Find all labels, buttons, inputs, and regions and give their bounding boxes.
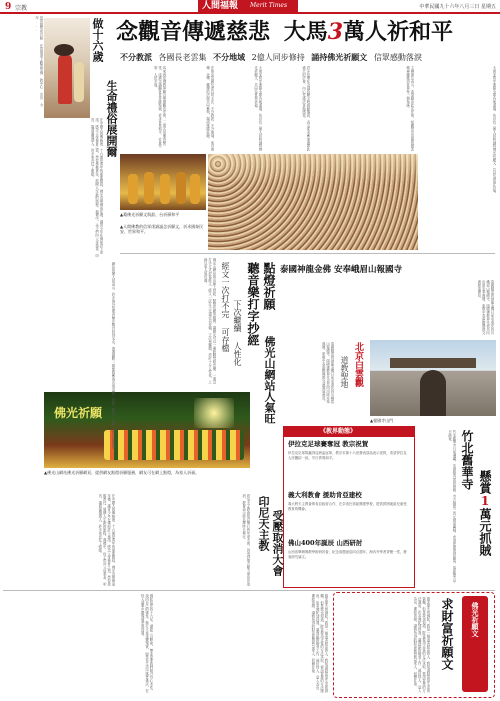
middle-lead-text: 佛光山網站推出線上抄經、點燈祈願等服務，讓網友可以一邊聆聽梵唄音樂，一邊以打字方式抄寫經文，經文一次打不完還可以存檔，下次再繼續，設計十分人性化，上線以來人氣旺盛。	[203, 258, 216, 384]
section-divider	[120, 253, 495, 254]
section-name: 宗教	[15, 5, 28, 12]
sub-3: 不分地域	[213, 52, 246, 62]
masthead-logo	[198, 0, 298, 12]
bottom-divider	[3, 590, 495, 591]
middle-photo-label: 佛光祈願	[54, 406, 103, 420]
sub-1: 不分教派	[120, 52, 152, 62]
stage-photo-caption: ▲藉佛光祈願文與最、台祈禱和平	[120, 212, 180, 217]
sub-5: 誦持佛光祈願文	[311, 52, 368, 62]
news-item-2-body: 義大利天主教會與肯亞政府合作，在奈洛比郊區興建學校，提供貧困地區兒童受教育的機會。	[288, 502, 407, 511]
middle-subhead-1: 經文一次打不完	[221, 262, 230, 318]
middle-headline-2: 點燈祈願	[262, 262, 276, 310]
main-story-col-5: 主辦單位表示，希望藉由此次法會，把觀世音菩薩的慈悲精神傳遞到世界每一個角落。	[405, 66, 414, 151]
main-headline-part-c: 萬人祈和平	[343, 19, 454, 45]
column-box-label-text: 佛光祈願文	[471, 602, 480, 637]
main-story-col-3: 大會並同步連線全球各地道場，估計有二億人同時誦持佛光祈願文，共同為世界祈福。	[253, 66, 262, 151]
middle-subhead-4: 人性化	[233, 342, 242, 366]
news-item-1-headline: 伊拉克足球賽奪冠 教宗祝賀	[288, 440, 369, 448]
stage-monk	[160, 174, 170, 204]
lower-left-body: 在中國人的傳統裡，十六歲是成年的重要階段。佛光山舉辦成年禮，讓青少年在佛前許下承諾，感念父母養育之恩，學習承擔責任，展開人生新的旅程。典禮中，孩子們向父母奉茶、叩首，場面溫馨感人，許多家長紅了眼眶。	[97, 494, 115, 586]
left-feature-headline-2: 生命禮俗展開爾	[105, 80, 118, 157]
left-strip-text: 是菩薩的家共修 在菩提道上歡喜學佛 教中心 宗旨 今年...	[34, 16, 43, 107]
right-feature-headline-1: 竹北舊華寺	[460, 430, 474, 490]
sub-6: 信眾感動落淚	[373, 53, 422, 62]
right-feature-headline-2	[478, 470, 492, 580]
stage-monk	[128, 174, 138, 204]
masthead-rule	[0, 12, 500, 14]
right-feature-number: 1	[478, 494, 492, 508]
paper-name-en: Merit Times	[250, 2, 288, 9]
paper-name: 人間福報	[202, 1, 239, 11]
left-feature-body: 在中國人的傳統裡，十六歲是成年的重要階段。佛光山舉辦成年禮，讓青少年在佛前許下承諾，感念父母養育之恩，學習承擔責任，展開人生新的旅程。典禮中，孩子們向父母奉茶、叩首，場面溫馨感人，許多家長紅了眼眶。	[90, 118, 103, 258]
news-item-3-body: 山西省舉辦佛教學術研討會，紀念高僧誕辰四百週年，海內外學者齊聚一堂，發表研究論文。	[288, 550, 407, 559]
news-box	[283, 426, 415, 588]
main-story-stage-photo	[120, 154, 206, 210]
right-top-headline: 泰國神龍金佛 安奉峨眉山報國寺	[280, 265, 402, 275]
photo-figure	[74, 62, 84, 102]
right-top-column-text: 大會並同步連線全球各地道場，估計有二億人同時誦持佛光祈願文，共同為世界祈福。	[492, 66, 496, 196]
calligraphy-2: 道教聖地	[340, 356, 349, 388]
gate-roof	[390, 358, 476, 368]
lower-middle-subhead: 受壓取消大會	[271, 510, 284, 576]
right-feature-headline-2b: 萬元抓賊	[478, 508, 492, 556]
stage-monk	[144, 172, 154, 204]
right-feature-headline-2a: 懸賞	[478, 470, 492, 494]
right-top-body: 泰國贈送的神龍金佛日前安奉於四川峨眉山報國寺，兩國佛教界代表共同出席安奉典禮，象徵中泰兩國佛教交流源遠流長。	[476, 280, 494, 335]
middle-subhead-3: 下次繼續	[233, 300, 242, 332]
main-headline-number: 3	[327, 19, 344, 45]
main-story-col-2: 法會由各國長老共同主法，不分教派、不分地域，來自南傳、北傳、藏傳的法師共同參與，場面殊勝莊嚴。	[205, 66, 214, 151]
main-photo-note: ▲人間佛教的信眾虔誠誦念祈願文，祈求國泰民安、世界和平。	[120, 224, 204, 234]
middle-feature-body: 網站管理人員表示，許多海外信眾因無法親自回到本山，透過網路一樣能夠參與各項活動，抄經、點燈、祈願，讓佛法無國界。	[111, 262, 115, 453]
middle-headline-1: 聽音樂打字抄經	[246, 262, 260, 346]
issue-date: 中華民國九十六年八月三日 星期五	[419, 4, 496, 10]
middle-headline-3: 佛光山網站人氣旺	[263, 336, 276, 424]
middle-photo-caption: ▲佛光山網站佛光祈願網頁，提供網友點燈祈願服務，網友可在網上點燈，為家人祈福。	[44, 470, 200, 475]
column-box-body: 慈悲偉大的佛陀！我是一個追求財富的人，我知道財富是生活的資糧，但是我也知道，財富要用正當的方法求取，要用智慧的方法運用。祈求佛陀加持我，讓我能夠勤勞工作、誠信待人、量入為出、廣結善緣，讓我所得的財富能夠利益家人、回饋社會。	[412, 597, 430, 693]
middle-subhead-2: 可存檔	[221, 328, 230, 352]
left-feature-photo	[44, 18, 90, 118]
main-headline-part-b: 大馬	[283, 19, 328, 45]
news-box-title-bar	[284, 427, 414, 437]
main-headline	[116, 17, 494, 47]
stage-monk	[176, 172, 186, 204]
crowd-highlight	[208, 154, 418, 184]
sub-4: 2億人同步修持	[251, 53, 305, 62]
photo-figure	[54, 44, 74, 56]
news-item-2-headline: 義大利教會 援助肯亞建校	[288, 491, 362, 499]
left-feature-headline-1: 做十六歲	[91, 18, 104, 62]
lantern-glow	[194, 398, 234, 428]
temple-photo-caption: ▲報國寺山門	[370, 418, 394, 423]
page-number: 9	[5, 2, 12, 12]
main-story-col-4: 許多信眾在念誦祈願文時感動落淚，表示從未參加過如此盛大的法會，內心充滿法喜與感恩。	[301, 66, 310, 151]
main-subheadline	[120, 51, 490, 63]
lower-middle-body: 印尼天主教會原訂舉行的年度大會，因受到地方壓力而宣布取消，教會表示將另擇時日舉行。	[241, 494, 250, 586]
right-top-body-2: 泰國贈送的神龍金佛日前安奉於四川峨眉山報國寺，兩國佛教界代表共同出席安奉典禮，象徵中泰兩國佛教交流源遠流長。	[321, 342, 334, 404]
lower-middle-headline: 印尼天主教	[257, 496, 270, 551]
news-box-title: 《教界動態》	[320, 428, 357, 435]
calligraphy-1: 北京白雲觀	[353, 342, 363, 387]
right-feature-body: 竹北舊華寺日前遭竊，功德箱內善款被偷，寺方懸賞一萬元緝拿竊賊，希望民眾提供線索，協助警方早日破案。	[447, 430, 456, 583]
main-story-crowd-photo	[208, 154, 418, 250]
gate-arch	[420, 370, 446, 416]
bottom-middle-body: 慈悲偉大的佛陀！我是一個追求財富的人，我知道財富是生活的資糧，但是我也知道，財富要用正當的方法求取，要用智慧的方法運用。祈求佛陀加持我，讓我能夠勤勞工作、誠信待人、量入為出、廣結善緣，讓我所得的財富能夠利益家人、回饋社會。	[310, 594, 328, 693]
photo-figure	[58, 54, 72, 104]
main-story-col-1: 馬來西亞佛教界聯合舉辦觀音法會，三萬名信眾齊聚一堂，虔誠念誦觀世音菩薩聖號，祈求世界和平、社會安寧、人民幸福。	[153, 66, 166, 148]
news-item-3-headline: 佛山400年誕辰 山西研討	[288, 539, 363, 547]
column-box-title: 求財富祈願文	[440, 598, 454, 670]
masthead	[0, 0, 500, 14]
lantern-row	[104, 430, 244, 460]
bottom-left-body: 佛陀說法四十九年，講經三百餘會，無非是要我們明白自心本性，找回自己的佛性。修行不是逃避現實，而是在生活中落實佛法，在待人處事中體現慈悲與智慧。	[140, 594, 153, 693]
column-box-label	[462, 596, 488, 692]
stage-monk	[190, 174, 200, 204]
news-item-1-body: 伊拉克足球隊贏得亞洲盃冠軍，教宗本篤十六世發表談話表示祝賀，希望伊拉克人民團結一致，早日實現和平。	[288, 451, 407, 460]
temple-gate-photo	[370, 340, 496, 416]
sub-2: 各國長老雲集	[158, 53, 207, 62]
main-headline-part-a: 念觀音傳遞慈悲	[116, 19, 271, 45]
